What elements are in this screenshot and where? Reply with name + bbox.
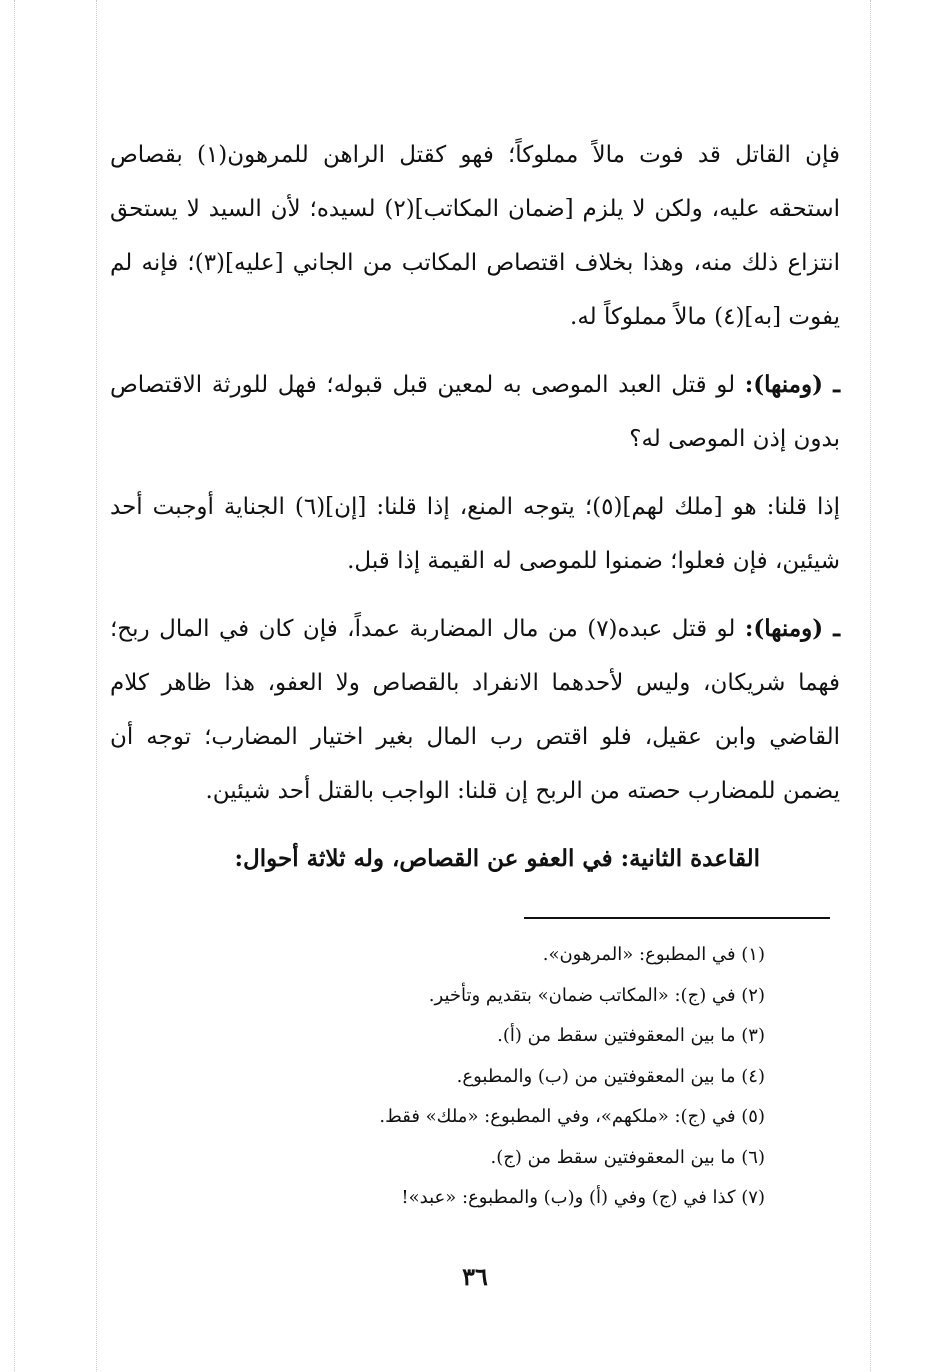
paragraph-4 xyxy=(110,602,840,818)
left-margin-dots xyxy=(14,0,15,1372)
paragraph-3 xyxy=(110,480,840,588)
paragraph-lead: ـ (ومنها): xyxy=(744,615,840,642)
page-number: ٣٦ xyxy=(462,1262,488,1291)
main-text xyxy=(110,128,840,886)
left-guide-dots xyxy=(96,0,97,1372)
right-guide-dots xyxy=(870,0,871,1372)
footnote-separator xyxy=(524,917,830,919)
paragraph-2 xyxy=(110,358,840,466)
paragraph-1 xyxy=(110,128,840,344)
footnote-6: (٦) ما بين المعقوفتين سقط من (ج). xyxy=(490,1146,765,1168)
paragraph-text: فإن القاتل قد فوت مالاً مملوكاً؛ فهو كقتل الراهن للمرهون(١) بقصاص استحقه عليه، ولكن لا يلزم [ضمان المكاتب](٢) لسيده؛ لأن السيد لا يستحق انتزاع ذلك منه، وهذا بخلاف اقتصاص المكاتب من الجاني [عليه](٣)؛ فإنه لم يفوت [به](٤) مالاً مملوكاً له. xyxy=(110,142,840,330)
paragraph-text: إذا قلنا: هو [ملك لهم](٥)؛ يتوجه المنع، إذا قلنا: [إن](٦) الجناية أوجبت أحد شيئين، فإن فعلوا؛ ضمنوا للموصى له القيمة إذا قبل. xyxy=(110,494,840,574)
footnote-4: (٤) ما بين المعقوفتين من (ب) والمطبوع. xyxy=(456,1065,765,1087)
footnote-2: (٢) في (ج): «المكاتب ضمان» بتقديم وتأخير. xyxy=(428,984,765,1006)
paragraph-lead: ـ (ومنها): xyxy=(744,371,841,398)
footnotes xyxy=(300,935,765,1219)
footnote-1: (١) في المطبوع: «المرهون». xyxy=(542,944,765,965)
paragraph-text: لو قتل العبد الموصى به لمعين قبل قبوله؛ فهل للورثة الاقتصاص بدون إذن الموصى له؟ xyxy=(110,372,840,452)
footnote-3: (٣) ما بين المعقوفتين سقط من (أ). xyxy=(497,1025,765,1046)
paragraph-text: لو قتل عبده(٧) من مال المضاربة عمداً، فإن كان في المال ربح؛ فهما شريكان، وليس لأحدهما الانفراد بالقصاص ولا العفو، هذا ظاهر كلام القاضي وابن عقيل، فلو اقتص رب المال بغير اختيار المضارب؛ توجه أن يضمن للمضارب حصته من الربح إن قلنا: الواجب بالقتل أحد شيئين. xyxy=(110,616,840,804)
footnote-5: (٥) في (ج): «ملكهم»، وفي المطبوع: «ملك» فقط. xyxy=(379,1106,765,1127)
section-heading: القاعدة الثانية: في العفو عن القصاص، وله ثلاثة أحوال: xyxy=(234,845,760,872)
footnote-7: (٧) كذا في (ج) وفي (أ) و(ب) والمطبوع: «عبد»! xyxy=(401,1187,765,1208)
